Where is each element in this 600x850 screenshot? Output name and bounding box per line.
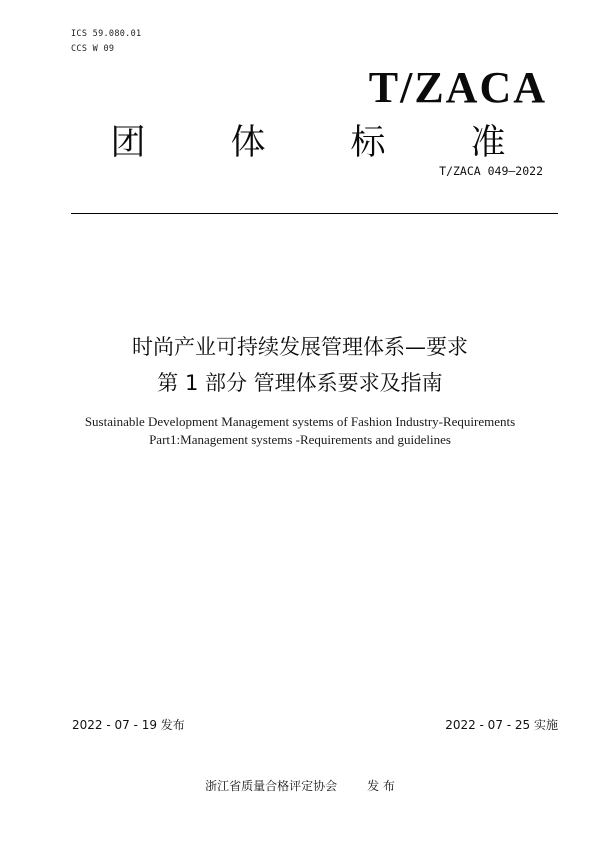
standard-type-char: 团: [110, 123, 146, 163]
publisher-name: 浙江省质量合格评定协会: [205, 779, 338, 793]
standard-type-char: 准: [470, 123, 506, 163]
title-en-line-2: Part1:Management systems -Requirements and guidelines: [149, 432, 451, 447]
implementation-date: 2022 - 07 - 25 实施: [445, 718, 558, 732]
standard-type: [108, 115, 508, 165]
ics-code: ICS 59.080.01: [71, 29, 142, 39]
standard-type-char: 标: [350, 123, 386, 163]
issue-date: 2022 - 07 - 19 发布: [72, 718, 185, 732]
standard-type-char: 体: [230, 123, 266, 163]
title-zh-line-2: 第 1 部分 管理体系要求及指南: [157, 371, 443, 395]
title-zh-line-1: 时尚产业可持续发展管理体系—要求: [132, 335, 468, 359]
title-en-line-1: Sustainable Development Management systems of Fashion Industry-Requirements: [84, 414, 516, 429]
publish-action: 发 布: [367, 779, 395, 793]
standard-number: T/ZACA 049—2022: [439, 164, 543, 178]
publisher-line: [0, 777, 600, 794]
header-divider: [71, 213, 558, 214]
ccs-code: CCS W 09: [71, 44, 115, 54]
organization-abbreviation: T/ZACA: [368, 63, 547, 112]
